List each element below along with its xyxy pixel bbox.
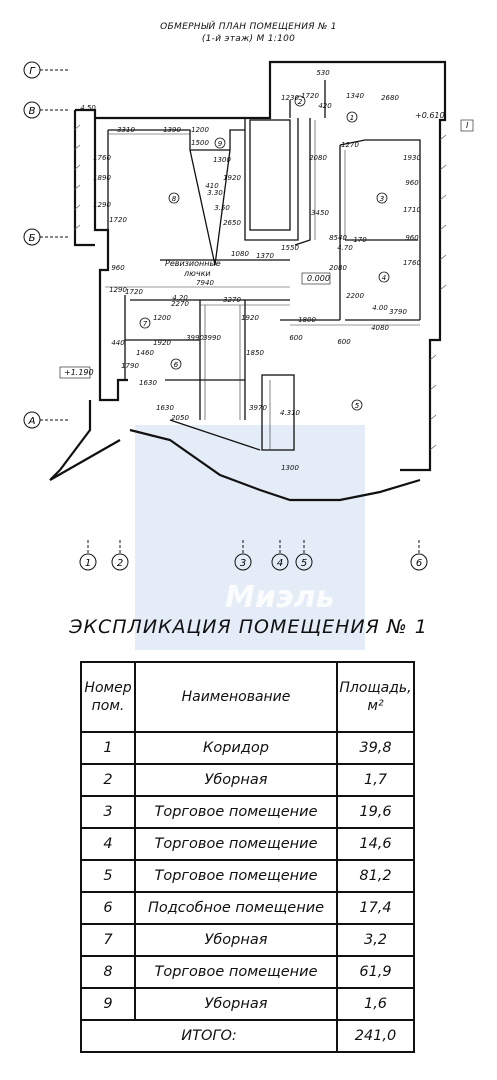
cell-area: 1,6 [337,988,414,1020]
axis-label-4: 4 [276,558,284,569]
cell-name: Коридор [135,732,337,764]
dim-text: 1080 [231,250,249,258]
dim-text: 1920 [223,174,241,182]
inner-walls [108,80,420,450]
dim-text: 3270 [223,296,241,304]
dim-text: 1300 [213,156,231,164]
cell-num: 4 [81,828,135,860]
plan-subtitle: (1-й этаж) М 1:100 [201,34,296,44]
cell-num: 5 [81,860,135,892]
total-label: ИТОГО: [81,1020,337,1052]
dim-text: 1270 [341,141,359,149]
table-row [81,892,414,924]
table-row [81,924,414,956]
marker-label: I [466,121,469,130]
table-row [81,796,414,828]
dim-text: 530 [316,69,330,77]
dim-text: 2080 [329,264,347,272]
room-number-8: 8 [171,195,177,203]
dim-text: 1200 [191,126,209,134]
cell-area: 61,9 [337,956,414,988]
dim-text: 3970 [249,404,267,412]
cell-area: 81,2 [337,860,414,892]
table-row [81,732,414,764]
dim-text: 1290 [93,201,111,209]
axis-label-6: 6 [415,558,423,569]
dim-text: 1720 [301,92,319,100]
cell-num: 6 [81,892,135,924]
dim-text: 3790 [389,308,407,316]
dim-text: 1790 [121,362,139,370]
dim-text: 2650 [223,219,241,227]
cell-name: Торговое помещение [135,956,337,988]
cell-name: Торговое помещение [135,796,337,828]
cell-area: 3,2 [337,924,414,956]
axis-cols [80,540,427,570]
table-row [81,764,414,796]
cell-name: Уборная [135,924,337,956]
axis-label-1: 1 [84,558,92,569]
level-left-label: +1.190 [64,368,94,377]
room-number-3: 3 [379,195,385,203]
dim-text: 1720 [109,216,127,224]
dim-text: 3450 [311,209,329,217]
header-num: Номер пом. [81,662,135,732]
dim-text: 1630 [139,379,157,387]
axis-label-b: Б [28,233,36,244]
table-header-row [81,662,414,732]
cell-num: 8 [81,956,135,988]
cell-name: Уборная [135,988,337,1020]
cell-num: 7 [81,924,135,956]
dim-text: 1920 [241,314,259,322]
dim-text: 960 [111,264,125,272]
dim-text: 1370 [256,252,274,260]
dim-text: 3310 [117,126,135,134]
dim-text: 1760 [93,154,111,162]
cell-num: 1 [81,732,135,764]
dim-text: 170 [353,236,367,244]
room-number-4: 4 [381,274,387,282]
dim-text: 2080 [309,154,327,162]
dim-text: 960 [405,179,419,187]
dim-text: 1930 [403,154,421,162]
cell-num: 9 [81,988,135,1020]
cell-area: 19,6 [337,796,414,828]
room-number-1: 1 [349,114,355,122]
room-number-2: 2 [297,98,303,106]
table-row [81,860,414,892]
dim-text: 420 [318,102,332,110]
level-right-label: +0.610 [415,111,445,120]
room-number-6: 6 [173,361,179,369]
dim-text: 1800 [298,316,316,324]
cell-name: Подсобное помещение [135,892,337,924]
dim-text: 1760 [403,259,421,267]
dim-text: 3.30 [207,189,223,197]
hatches-label: лючки [184,269,211,278]
dim-text: 4.20 [172,294,188,302]
explication-title: ЭКСПЛИКАЦИЯ ПОМЕЩЕНИЯ № 1 [69,616,428,638]
dim-text: 3.50 [214,204,230,212]
table-row [81,828,414,860]
cell-area: 14,6 [337,828,414,860]
dim-text: 1890 [93,174,111,182]
dim-text: 1390 [163,126,181,134]
dim-text: 1920 [153,339,171,347]
room-number-5: 5 [354,402,360,410]
dim-text: 1710 [403,206,421,214]
table-row [81,956,414,988]
dim-text: 8540 [329,234,347,242]
cell-name: Торговое помещение [135,860,337,892]
dim-text: 1500 [191,139,209,147]
room-number-9: 9 [217,140,223,148]
dim-text: 4.50 [80,104,96,112]
dim-text: 410 [205,182,219,190]
dim-text: 3990 [203,334,221,342]
dim-text: 4.310 [279,409,301,417]
header-name: Наименование [135,662,337,732]
header-area: Площадь, м² [337,662,414,732]
axis-label-3: 3 [239,558,247,569]
watermark-text: Миэль [225,580,335,615]
dim-text: 7940 [196,279,214,287]
cell-area: 1,7 [337,764,414,796]
dim-text: 1200 [153,314,171,322]
dim-text: 4.00 [372,304,388,312]
plan-title: ОБМЕРНЫЙ ПЛАН ПОМЕЩЕНИЯ № 1 [160,22,337,32]
dim-text: 1720 [125,288,143,296]
revision-label: Ревизионные [165,259,221,268]
dim-text: 2200 [346,292,364,300]
cell-num: 3 [81,796,135,828]
axis-label-a: А [28,416,36,427]
axis-label-g: Г [29,66,35,77]
cell-area: 39,8 [337,732,414,764]
explication-table [80,661,415,1053]
axis-label-v: В [28,106,36,117]
dim-text: 440 [111,339,125,347]
dim-text: 4080 [371,324,389,332]
dim-text: 1550 [281,244,299,252]
dim-text: 2680 [381,94,399,102]
dim-text: 1300 [281,464,299,472]
axis-label-5: 5 [300,558,308,569]
total-value: 241,0 [337,1020,414,1052]
dim-text: 1230 [281,94,299,102]
dim-text: 2050 [171,414,189,422]
cell-name: Уборная [135,764,337,796]
axis-label-2: 2 [116,558,124,569]
cell-num: 2 [81,764,135,796]
dim-text: 3990 [186,334,204,342]
dim-text: 1290 [109,286,127,294]
dim-text: 1340 [346,92,364,100]
table-row [81,988,414,1020]
room-number-7: 7 [142,320,148,328]
cell-name: Торговое помещение [135,828,337,860]
cell-area: 17,4 [337,892,414,924]
dim-text: 1630 [156,404,174,412]
dim-text: 1460 [136,349,154,357]
dim-text: 2270 [171,300,189,308]
dim-text: 960 [405,234,419,242]
dim-text: 4.70 [337,244,353,252]
dim-text: 600 [289,334,303,342]
total-row [81,1020,414,1052]
dim-text: 600 [337,338,351,346]
dim-text: 1850 [246,349,264,357]
zero-level-label: 0.000 [307,274,330,283]
